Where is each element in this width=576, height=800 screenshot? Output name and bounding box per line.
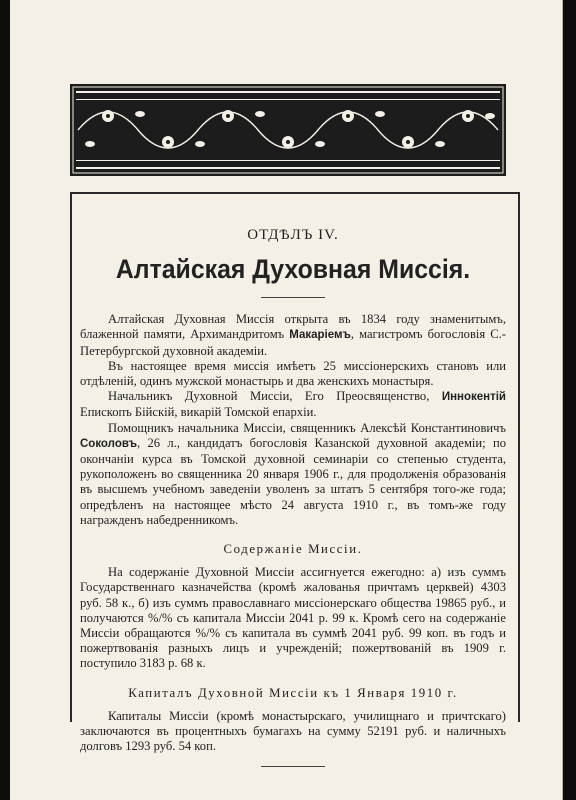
- paragraph-stations: Въ настоящее время миссія имѣетъ 25 миссіонерскихъ становъ или отдѣленій, одинъ мужской монастырь и два женскихъ монастыря.: [80, 358, 506, 389]
- paragraph-funding: На содержаніе Духовной Миссіи ассигнуется ежегодно: а) изъ суммъ Государственнаго казначейства (кромѣ жалованья причтамъ церквей) 4303 руб. 58 к., б) изъ суммъ православнаго миссіонерскаго общества 19865 руб., и получаются %/% съ капитала Миссіи 2041 р. 99 к. Кромѣ сего на содержаніе Миссіи обращаются %/% съ капитала въ суммѣ 2041 руб. 99 коп. въ годъ и пожертвованія разныхъ лицъ и учрежденій; пожертвованій въ 1909 г. поступило 3183 р. 68 к.: [80, 565, 506, 671]
- floral-ornament-header: [70, 84, 506, 176]
- paragraph-founding: Алтайская Духовная Миссія открыта въ 1834 году знаменитымъ, блаженной памяти, Архимандритомъ Макаріемъ, магистромъ богословія С.-Петербургской духовной академіи.: [80, 312, 506, 358]
- subheading-funding: Содержаніе Миссіи.: [223, 542, 363, 557]
- name-innokentiy: Иннокентій: [441, 391, 506, 404]
- divider: [261, 297, 325, 298]
- paragraph-assistant: Помощникъ начальника Миссіи, священникъ Алексѣй Константиновичъ Соколовъ, 26 л., кандидатъ богословія Казанской духовной академіи; по окончаніи курса въ Томской духовной семинаріи со степенью студента, рукоположенъ во священника 20 января 1906 г., для продолженія образованія въ высшемъ учебномъ заведеніи уволенъ за штатъ 5 сентября того-же года; опредѣленъ на настоящее мѣсто 24 августа 1910 г., въ томъ-же году награжденъ набедренникомъ.: [80, 420, 506, 527]
- paragraph-head: Начальникъ Духовной Миссіи, Его Преосвященство, Иннокентій Епископъ Бійскій, викарій Томской епархіи.: [80, 389, 506, 420]
- page-title: Алтайская Духовная Миссія.: [115, 254, 471, 285]
- divider-bottom: [261, 766, 325, 767]
- subheading-capital: Капиталъ Духовной Миссіи къ 1 Января 1910 г.: [128, 685, 458, 700]
- paragraph-capital: Капиталы Миссіи (кромѣ монастырскаго, училищнаго и причтскаго) заключаются въ процентныхъ бумагахъ на сумму 52191 руб. и наличныхъ долговъ 1293 руб. 54 коп.: [80, 708, 506, 754]
- page-content: [80, 228, 506, 781]
- name-sokolov: Соколовъ: [80, 437, 138, 450]
- name-makariy: Макаріемъ: [289, 329, 351, 342]
- scanned-page: [10, 0, 563, 800]
- section-number: ОТДѢЛЪ IV.: [247, 227, 339, 243]
